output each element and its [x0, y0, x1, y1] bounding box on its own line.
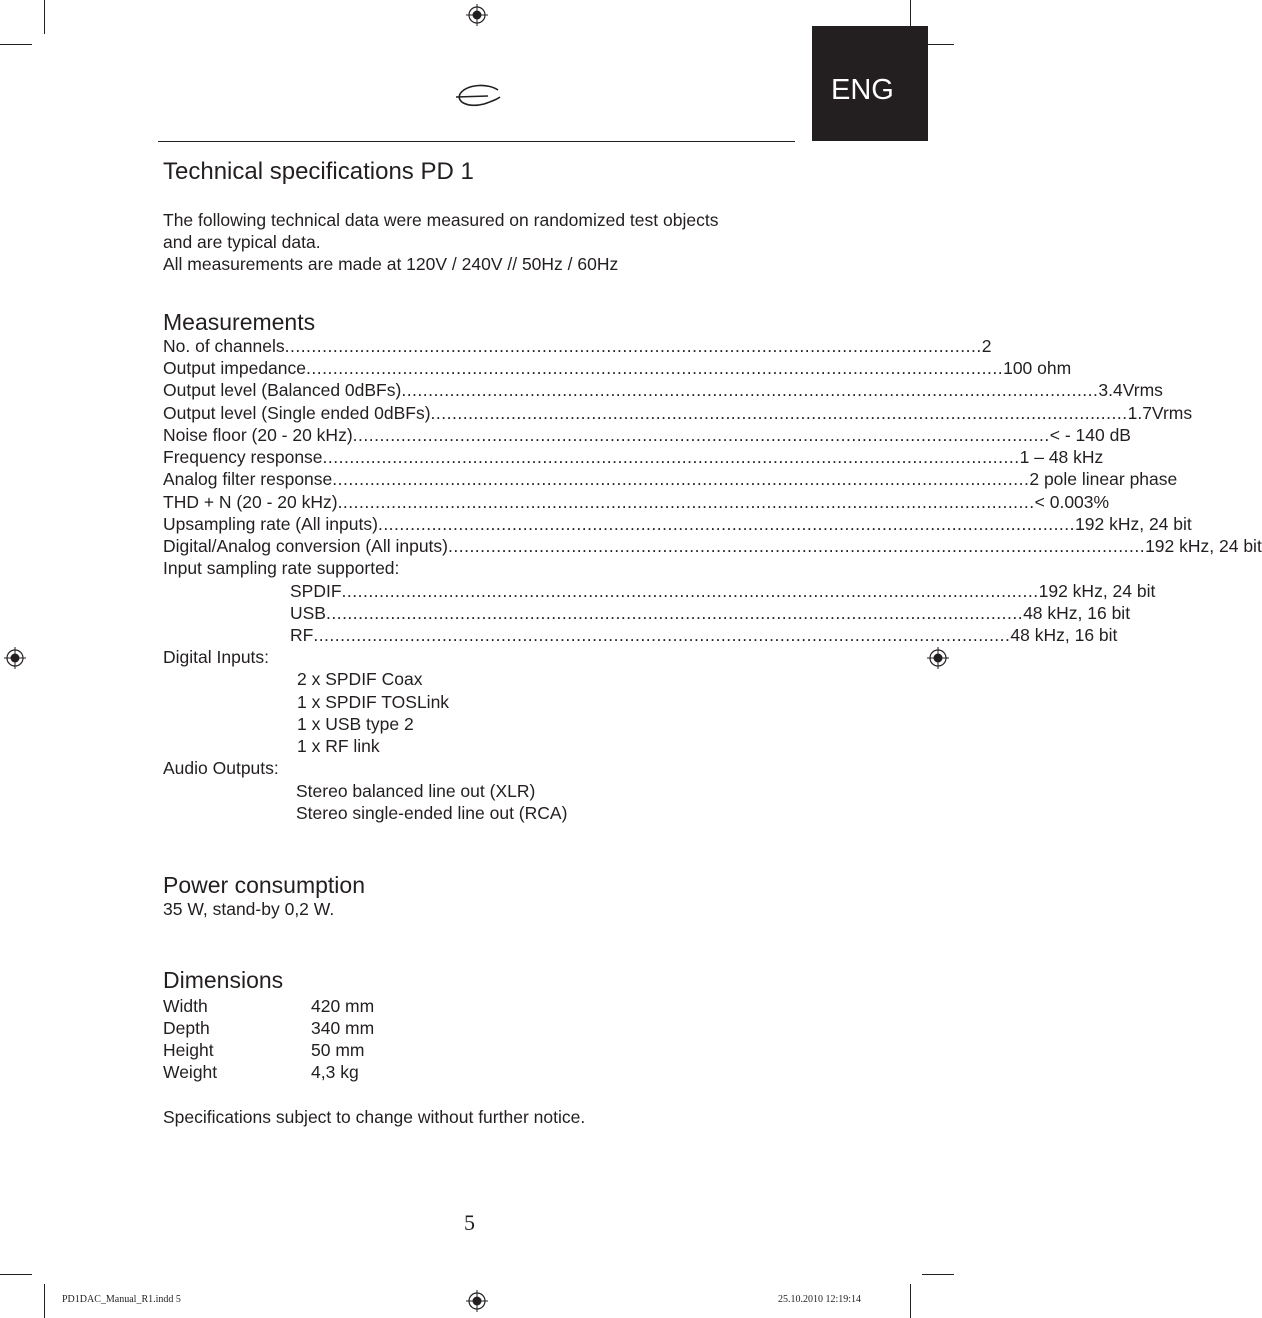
- leader-dots: ..................................................................................................................................: [337, 492, 1035, 512]
- slug-filename: PD1DAC_Manual_R1.indd 5: [62, 1294, 181, 1305]
- digital-inputs-label: Digital Inputs:: [163, 647, 270, 667]
- spec-label: Digital/Analog conversion (All inputs): [163, 536, 448, 556]
- language-tab: [812, 26, 928, 141]
- dimension-value: 420 mm: [311, 996, 375, 1016]
- spec-label: RF: [290, 625, 314, 645]
- registration-mark-icon: [466, 1290, 488, 1312]
- crop-mark: [44, 1284, 45, 1318]
- dimension-value: 50 mm: [311, 1040, 365, 1060]
- digital-input-item: 1 x RF link: [297, 736, 380, 756]
- spec-label: Output impedance: [163, 358, 307, 378]
- registration-mark-icon: [927, 647, 949, 669]
- audio-output-item: Stereo balanced line out (XLR): [296, 781, 536, 801]
- measurements-heading: Measurements: [163, 309, 316, 335]
- language-tab-label: ENG: [831, 74, 894, 106]
- spec-row: [163, 513, 1192, 535]
- intro-line: All measurements are made at 120V / 240V // 50Hz / 60Hz: [163, 254, 619, 274]
- spec-row: [163, 357, 1072, 379]
- dimension-label: Width: [163, 996, 208, 1016]
- spec-label: Analog filter response: [163, 469, 333, 489]
- sampling-row: [290, 580, 1156, 602]
- spec-value: 100 ohm: [1003, 358, 1072, 378]
- audio-output-item: Stereo single-ended line out (RCA): [296, 803, 568, 823]
- spec-label: Noise floor (20 - 20 kHz): [163, 425, 353, 445]
- spec-label: USB: [290, 603, 326, 623]
- spec-label: Upsampling rate (All inputs): [163, 514, 378, 534]
- dimension-value: 340 mm: [311, 1018, 375, 1038]
- spec-row: [163, 335, 992, 357]
- registration-mark-icon: [466, 4, 488, 26]
- power-text: 35 W, stand-by 0,2 W.: [163, 899, 335, 919]
- spec-row: [163, 468, 1178, 490]
- digital-input-item: 1 x SPDIF TOSLink: [297, 692, 450, 712]
- leader-dots: ..................................................................................................................................: [430, 403, 1128, 423]
- leader-dots: ..................................................................................................................................: [352, 425, 1050, 445]
- sampling-row: [290, 602, 1131, 624]
- crop-mark: [0, 44, 32, 45]
- slug-timestamp: 25.10.2010 12:19:14: [778, 1294, 862, 1305]
- leader-dots: ..................................................................................................................................: [341, 581, 1039, 601]
- spec-value: 48 kHz, 16 bit: [1010, 625, 1118, 645]
- spec-value: 3.4Vrms: [1098, 380, 1163, 400]
- input-sampling-label: Input sampling rate supported:: [163, 558, 400, 578]
- spec-value: 2: [981, 336, 992, 356]
- crop-mark: [0, 1274, 32, 1275]
- intro-line: and are typical data.: [163, 232, 321, 252]
- leader-dots: ..................................................................................................................................: [401, 380, 1099, 400]
- crop-mark: [44, 0, 45, 34]
- leader-dots: ..................................................................................................................................: [377, 514, 1076, 534]
- spec-value: 192 kHz, 24 bit: [1038, 581, 1156, 601]
- spec-label: Output level (Single ended 0dBFs): [163, 403, 431, 423]
- leader-dots: ..................................................................................................................................: [313, 625, 1011, 645]
- spec-label: Output level (Balanced 0dBFs): [163, 380, 402, 400]
- crop-mark: [910, 1284, 911, 1318]
- digital-input-item: 1 x USB type 2: [297, 714, 414, 734]
- digital-input-item: 2 x SPDIF Coax: [297, 669, 423, 689]
- page-title: Technical specifications PD 1: [163, 158, 474, 185]
- header-rule: [158, 141, 795, 142]
- spec-label: No. of channels: [163, 336, 285, 356]
- leader-dots: ..................................................................................................................................: [306, 358, 1004, 378]
- leader-dots: ..................................................................................................................................: [322, 447, 1020, 467]
- spec-row: [163, 379, 1163, 401]
- dimension-label: Height: [163, 1040, 214, 1060]
- power-heading: Power consumption: [163, 872, 365, 898]
- spec-row: [163, 424, 1131, 446]
- spec-row: [163, 402, 1193, 424]
- audio-outputs-label: Audio Outputs:: [163, 758, 279, 778]
- notice-text: Specifications subject to change without further notice.: [163, 1107, 586, 1127]
- sampling-row: [290, 624, 1118, 646]
- dimension-label: Weight: [163, 1062, 218, 1082]
- spec-value: 192 kHz, 24 bit: [1145, 536, 1262, 556]
- leader-dots: ..................................................................................................................................: [332, 469, 1030, 489]
- spec-value: 48 kHz, 16 bit: [1023, 603, 1131, 623]
- spec-value: 1.7Vrms: [1127, 403, 1193, 423]
- spec-label: Frequency response: [163, 447, 323, 467]
- spec-label: THD + N (20 - 20 kHz): [163, 492, 338, 512]
- leader-dots: ..................................................................................................................................: [448, 536, 1146, 556]
- leader-dots: ..................................................................................................................................: [284, 336, 982, 356]
- crop-mark: [922, 1274, 954, 1275]
- spec-value: 2 pole linear phase: [1029, 469, 1178, 489]
- page-number: 5: [464, 1210, 475, 1235]
- intro-line: The following technical data were measured on randomized test objects: [163, 210, 719, 230]
- spec-value: 192 kHz, 24 bit: [1075, 514, 1192, 534]
- spec-value: < - 140 dB: [1049, 425, 1131, 445]
- dimension-label: Depth: [163, 1018, 210, 1038]
- spec-value: 1 – 48 kHz: [1019, 447, 1104, 467]
- leader-dots: ..................................................................................................................................: [325, 603, 1024, 623]
- spec-row: [163, 446, 1104, 468]
- dimension-value: 4,3 kg: [311, 1062, 359, 1082]
- spec-label: SPDIF: [290, 581, 342, 601]
- dimensions-heading: Dimensions: [163, 967, 284, 993]
- registration-mark-icon: [4, 647, 26, 669]
- spec-row: [163, 491, 1110, 513]
- spec-value: < 0.003%: [1034, 492, 1110, 512]
- brand-logo-icon: [454, 84, 502, 110]
- spec-row: [163, 535, 1262, 557]
